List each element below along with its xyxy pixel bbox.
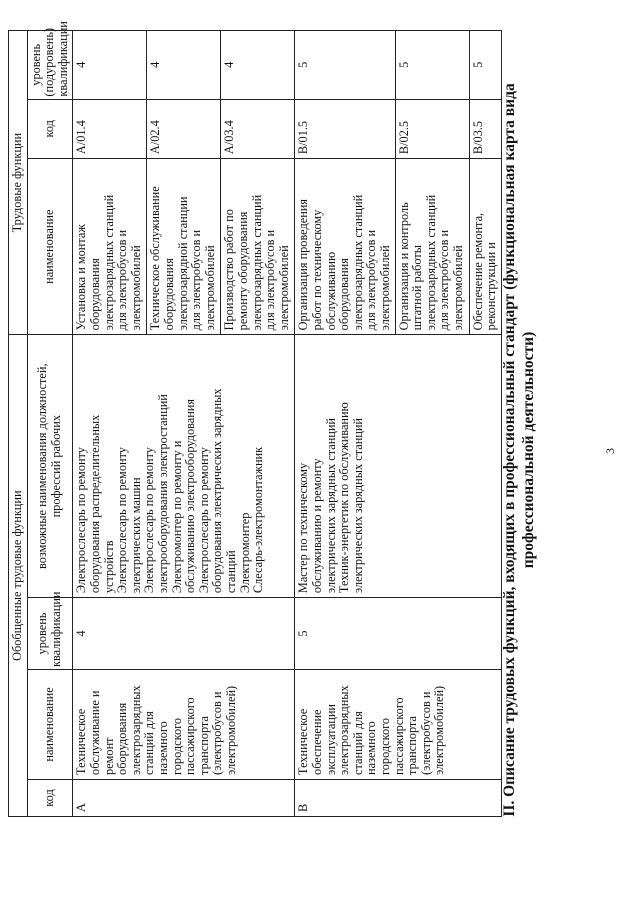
table-row (295, 31, 395, 817)
function-name: Техническое обслуживание оборудования электрозарядной станции для электробусов и электромобилей (147, 159, 221, 335)
function-level: 5 (469, 31, 501, 100)
function-code: B/03.5 (469, 99, 501, 159)
header-level: уровень квалификации (27, 598, 73, 670)
function-code: B/02.5 (395, 99, 469, 159)
function-level: 4 (221, 31, 295, 100)
function-name: Организация и контроль штатной работы электрозарядных станций для электробусов и электромобилей (395, 159, 469, 335)
group-level: 4 (73, 598, 295, 670)
group-positions: Электрослесарь по ремонту оборудования распределительных устройств Электрослесарь по ремонту электрических машин Электрослесарь по ремонту электрооборудования электростанций Электромонтер по ремонту и обслуживанию электрооборудования Электрослесарь по ремонту оборудования электрических зарядных станций Электромонтер Слесарь-электромонтажник (73, 335, 295, 598)
header-name: наименование (27, 669, 73, 779)
group-header-labor: Трудовые функции (9, 31, 28, 335)
section-heading (500, 60, 538, 840)
header-tf-level: уровень (подуровень) квалификации (27, 31, 73, 100)
function-level: 5 (395, 31, 469, 100)
group-name: Техническое обеспечение эксплуатации электрозарядных станций для наземного городского пассажирского транспорта (электробусов и электромобилей) (295, 669, 501, 779)
header-positions: возможные наименования должностей, профессий рабочих (27, 335, 73, 598)
group-code: В (295, 779, 501, 816)
page-number: 3 (603, 448, 617, 454)
header-tf-name: наименование (27, 159, 73, 335)
header-tf-code: код (27, 99, 73, 159)
function-code: B/01.5 (295, 99, 395, 159)
group-positions: Мастер по техническому обслуживанию и ремонту электрических зарядных станций Техник-энергетик по обслуживанию электрических зарядных станций (295, 335, 501, 598)
heading-line-2: профессиональной деятельности) (520, 331, 537, 569)
function-name: Производство работ по ремонту оборудования электрозарядных станций для электробусов и электромобилей (221, 159, 295, 335)
group-name: Техническое обслуживание и ремонт оборудования электрозарядных станций для наземного городского пассажирского транспорта (электробусов и электромобилей) (73, 669, 295, 779)
function-code: A/03.4 (221, 99, 295, 159)
function-name: Установка и монтаж оборудования электрозарядных станций для электробусов и электромобилей (73, 159, 147, 335)
function-level: 4 (147, 31, 221, 100)
group-level: 5 (295, 598, 501, 670)
header-code: код (27, 779, 73, 816)
function-name: Обеспечение ремонта, реконструкции и (469, 159, 501, 335)
heading-line-1: II. Описание трудовых функций, входящих в профессиональный стандарт (функциональная карта вида (501, 83, 518, 817)
function-level: 5 (295, 31, 395, 100)
group-code: А (73, 779, 295, 816)
function-code: A/02.4 (147, 99, 221, 159)
function-level: 4 (73, 31, 147, 100)
function-code: A/01.4 (73, 99, 147, 159)
function-name: Организация проведения работ по техническому обслуживанию оборудования электрозарядных станций для электробусов и электромобилей (295, 159, 395, 335)
group-header-generalized: Обобщенные трудовые функции (9, 335, 28, 817)
functional-map-table (8, 21, 502, 817)
table-row (73, 31, 147, 817)
